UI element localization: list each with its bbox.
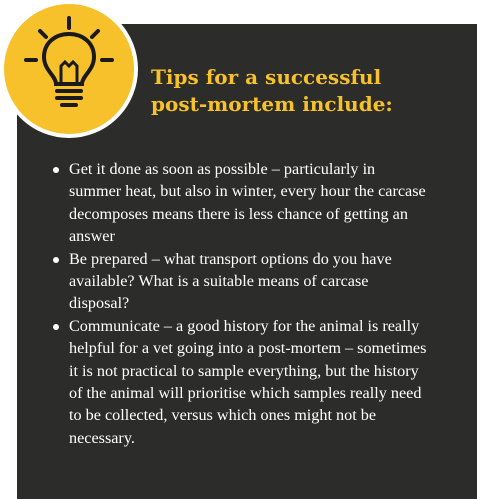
lightbulb-badge	[0, 0, 138, 138]
tip-item: Communicate – a good history for the animal is really helpful for a vet going into a post-mortem – sometimes it is not practical to sample everything, but the history of the animal will prioritise which samples really need to be collected, versus which ones might not be necessary.	[52, 315, 427, 449]
tip-item: Be prepared – what transport options do you have available? What is a suitable means of carcase disposal?	[52, 248, 427, 315]
tips-heading-line-1: Tips for a successful	[151, 65, 382, 89]
lightbulb-icon	[4, 4, 134, 134]
tip-item: Get it done as soon as possible – particularly in summer heat, but also in winter, every hour the carcase decomposes means there is less chance of getting an answer	[52, 158, 427, 248]
tips-heading	[151, 64, 461, 118]
tips-heading-line-2: post-mortem include:	[151, 92, 393, 116]
tips-list	[52, 158, 427, 449]
